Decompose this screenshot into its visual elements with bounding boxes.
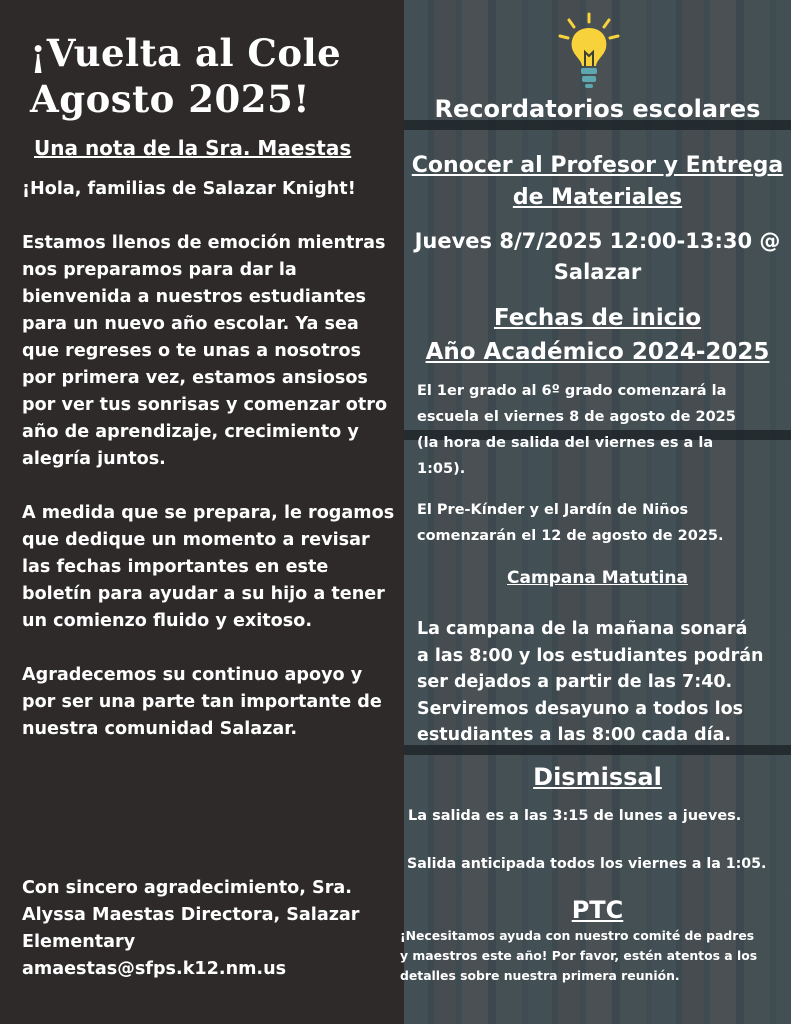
reminders-heading: Recordatorios escolares	[434, 95, 761, 123]
meet-teacher-detail	[404, 226, 791, 288]
signoff-email: amaestas@sfps.k12.nm.us	[22, 959, 287, 979]
bell-line: ser dejados a partir de las 7:40.	[417, 672, 733, 692]
meet-heading-line: de Materiales	[512, 185, 683, 210]
start-heading-line: Fechas de inicio	[493, 305, 702, 331]
title-line-2: Agosto 2025!	[30, 77, 310, 121]
letter-paragraph: A medida que se prepara, le rogamos que dedique un momento a revisar las fechas importantes en este boletín para ayudar a su hijo a tener un comienzo fluido y exitoso.	[22, 503, 395, 631]
start-line: El 1er grado al 6º grado comenzará la	[417, 383, 727, 399]
start-dates-prek	[417, 497, 724, 549]
bell-line: Serviremos desayuno a todos los	[417, 698, 744, 719]
dismissal-friday: Salida anticipada todos los viernes a la 1:05.	[407, 856, 767, 872]
letter-body	[22, 176, 396, 743]
start-line: escuela el viernes 8 de agosto de 2025	[417, 409, 736, 425]
start-line: 1:05).	[417, 461, 466, 477]
ptc-line: detalles sobre nuestra primera reunión.	[400, 968, 680, 983]
letter-paragraph: Agradecemos su continuo apoyo y por ser una parte tan importante de nuestra comunidad Salazar.	[22, 665, 382, 739]
ptc-line: y maestros este año! Por favor, estén atentos a los	[400, 948, 758, 963]
greeting: ¡Hola, familias de Salazar Knight!	[22, 179, 356, 199]
start-line: El Pre-Kínder y el Jardín de Niños	[417, 502, 689, 518]
bell-line: a las 8:00 y los estudiantes podrán	[417, 645, 764, 666]
start-line: (la hora de salida del viernes es a la	[417, 435, 714, 451]
letter-paragraph: Estamos llenos de emoción mientras nos preparamos para dar la bienvenida a nuestros estudiantes para un nuevo año escolar. Ya sea que regreses o te unas a nosotros por primera vez, estamos ansiosos por ver tus sonrisas y comenzar otro año de aprendizaje, crecimiento y alegría juntos.	[22, 233, 388, 469]
signoff-line: Alyssa Maestas Directora, Salazar	[22, 905, 360, 925]
ptc-heading: PTC	[571, 896, 624, 924]
ptc-text	[400, 926, 757, 986]
title-line-1: ¡Vuelta al Cole	[30, 31, 342, 75]
start-dates-grades	[417, 378, 736, 482]
ptc-line: ¡Necesitamos ayuda con nuestro comité de padres	[400, 928, 755, 943]
signoff-line: Con sincero agradecimiento, Sra.	[22, 878, 352, 898]
morning-bell-text	[417, 616, 764, 749]
bell-line: La campana de la mañana sonará	[417, 619, 748, 639]
start-line: comenzarán el 12 de agosto de 2025.	[417, 528, 724, 544]
dismissal-heading: Dismissal	[533, 763, 662, 791]
note-heading: Una nota de la Sra. Maestas	[34, 136, 352, 160]
meet-detail-line: Jueves 8/7/2025 12:00-13:30 @	[414, 229, 781, 253]
lightbulb-icon	[557, 12, 621, 92]
start-dates-heading	[404, 301, 791, 369]
meet-detail-line: Salazar	[553, 260, 642, 284]
bell-line: estudiantes a las 8:00 cada día.	[417, 725, 732, 745]
dismissal-weekdays: La salida es a las 3:15 de lunes a jueves.	[408, 808, 742, 824]
newsletter-title	[30, 30, 341, 122]
signoff	[22, 875, 396, 983]
meet-teacher-heading	[404, 150, 791, 214]
meet-heading-line: Conocer al Profesor y Entrega	[411, 153, 784, 178]
morning-bell-heading: Campana Matutina	[507, 568, 688, 588]
start-heading-line: Año Académico 2024-2025	[425, 339, 770, 365]
signoff-line: Elementary	[22, 932, 136, 952]
